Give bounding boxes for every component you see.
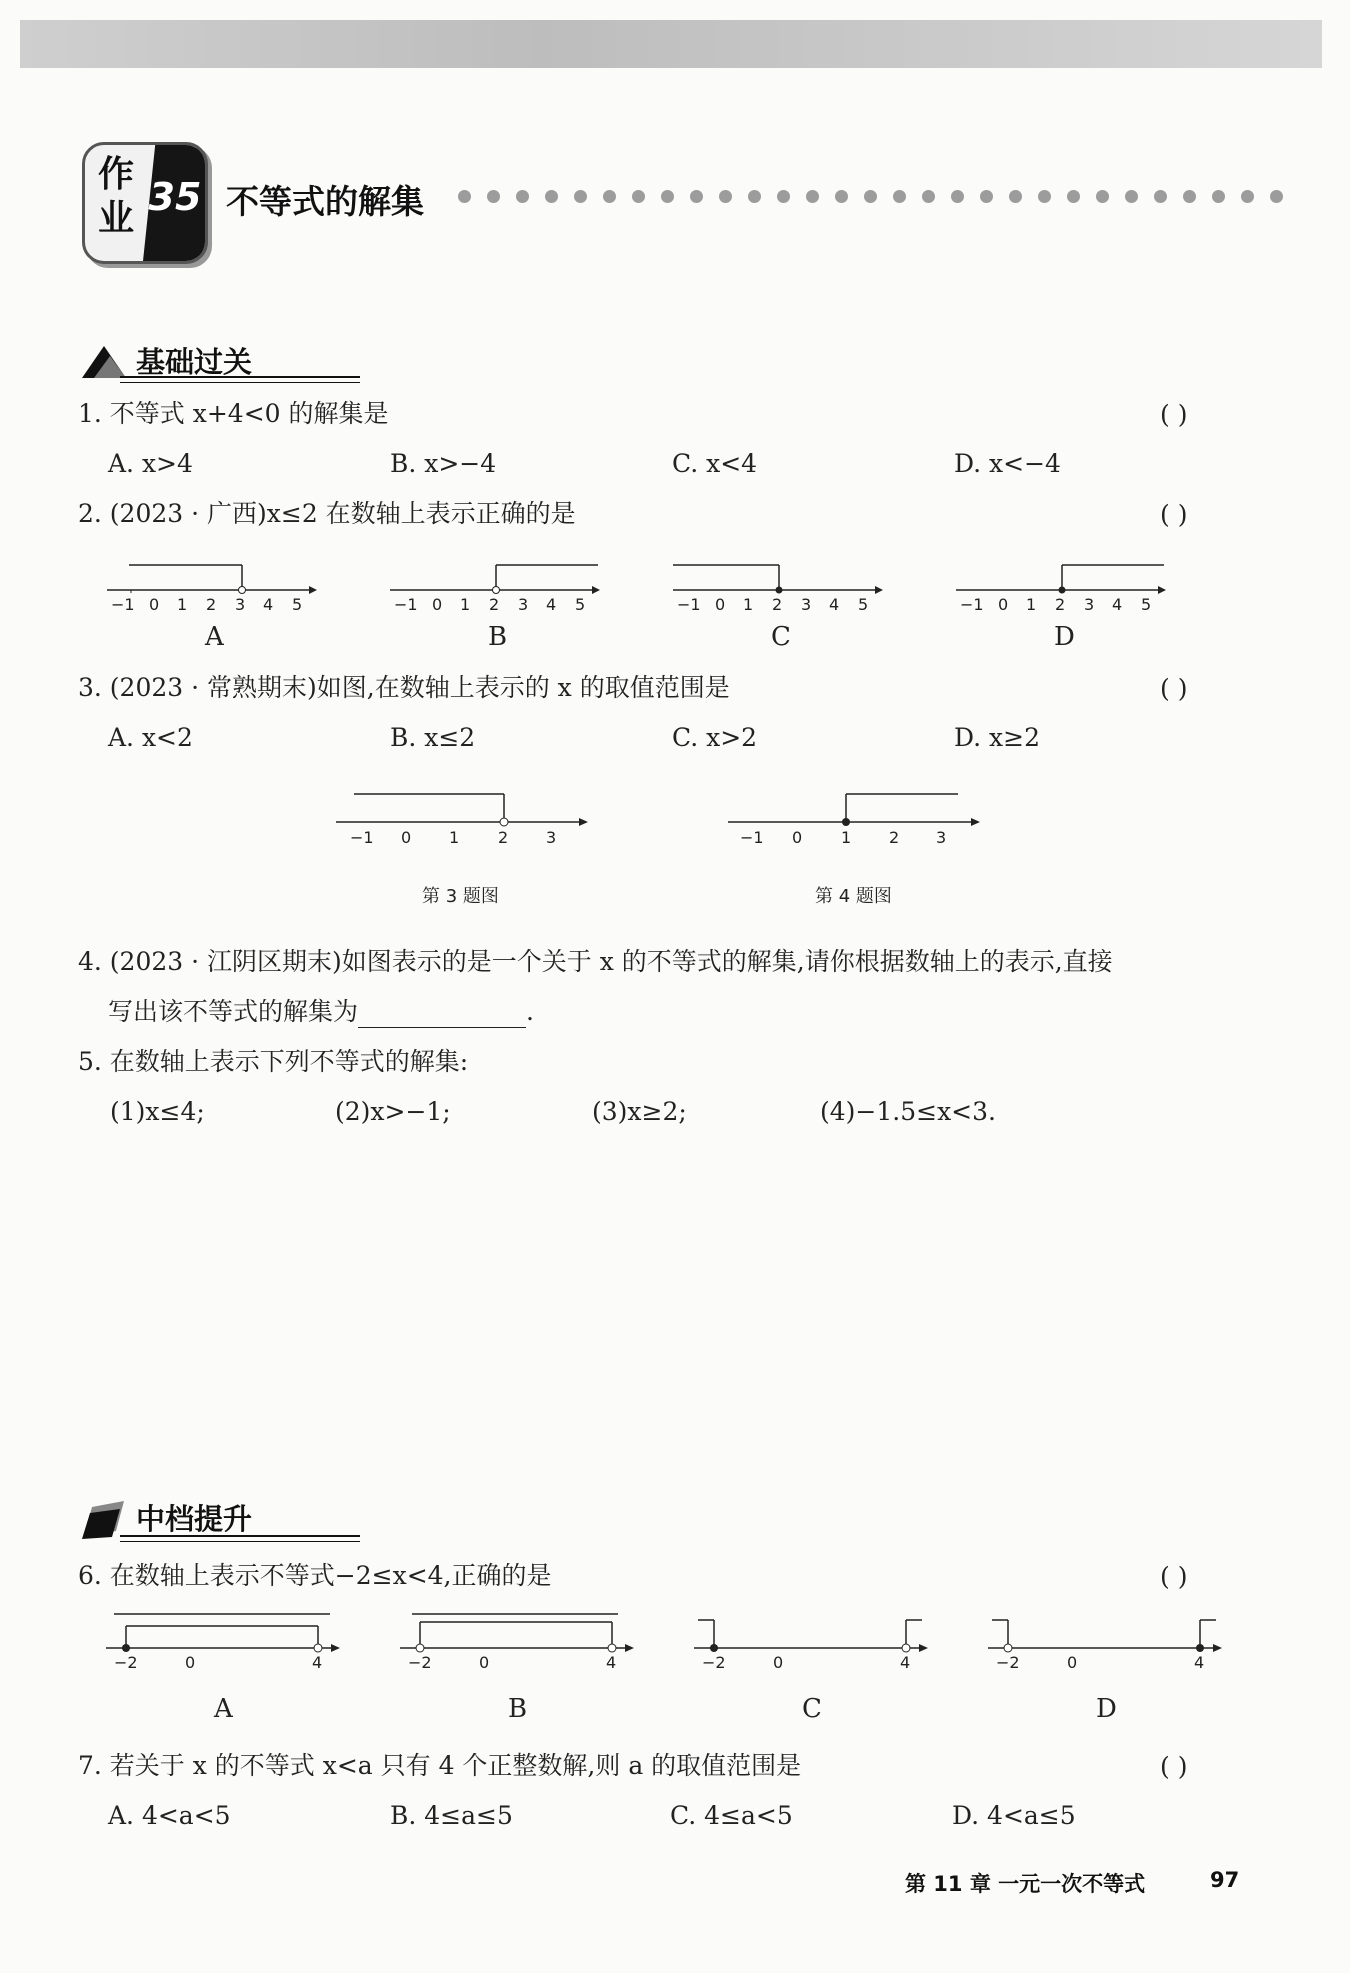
svg-text:2: 2 xyxy=(489,595,500,614)
triangle-icon xyxy=(80,340,130,380)
svg-text:1: 1 xyxy=(743,595,754,614)
q2-label-c: C xyxy=(771,622,791,652)
title-dot xyxy=(1096,190,1109,203)
q6-numberline-d[interactable] xyxy=(986,1608,1226,1670)
svg-text:0: 0 xyxy=(998,595,1009,614)
svg-text:−1: −1 xyxy=(960,595,984,614)
svg-text:−2: −2 xyxy=(702,1653,726,1670)
svg-text:0: 0 xyxy=(773,1653,784,1670)
section-basic: 基础过关 xyxy=(80,340,380,384)
svg-text:−1: −1 xyxy=(740,828,764,846)
q2-numberline-b[interactable] xyxy=(388,555,608,615)
question-4-line2: 写出该不等式的解集为 . xyxy=(108,997,534,1026)
svg-text:0: 0 xyxy=(149,595,160,614)
title-dot xyxy=(1241,190,1254,203)
svg-text:−1: −1 xyxy=(111,595,135,614)
page-number: 97 xyxy=(1210,1868,1240,1892)
title-dot xyxy=(951,190,964,203)
title-dot xyxy=(487,190,500,203)
top-band xyxy=(20,20,1322,68)
svg-text:3: 3 xyxy=(801,595,812,614)
title-dot xyxy=(980,190,993,203)
svg-text:−2: −2 xyxy=(408,1653,432,1670)
footer-chapter: 第 11 章 一元一次不等式 xyxy=(905,1872,1146,1896)
svg-text:−2: −2 xyxy=(114,1653,138,1670)
svg-text:4: 4 xyxy=(1112,595,1123,614)
q5-part-1: (1)x≤4; xyxy=(110,1097,205,1126)
question-7: 7. 若关于 x 的不等式 x<a 只有 4 个正整数解,则 a 的取值范围是 xyxy=(78,1751,802,1780)
title-dot xyxy=(458,190,471,203)
q5-part-2: (2)x>−1; xyxy=(335,1097,451,1126)
svg-text:5: 5 xyxy=(858,595,869,614)
answer-paren-2[interactable]: ( ) xyxy=(1160,500,1188,529)
q2-numberline-c[interactable] xyxy=(671,555,891,615)
title-dot xyxy=(719,190,732,203)
q3-option-b[interactable]: B. x≤2 xyxy=(390,723,476,752)
question-2: 2. (2023 · 广西)x≤2 在数轴上表示正确的是 xyxy=(78,499,576,528)
title-dot xyxy=(893,190,906,203)
svg-text:5: 5 xyxy=(1141,595,1152,614)
svg-text:1: 1 xyxy=(1026,595,1037,614)
page-title: 不等式的解集 xyxy=(226,182,424,221)
svg-text:0: 0 xyxy=(432,595,443,614)
title-dot xyxy=(777,190,790,203)
q7-option-a[interactable]: A. 4<a<5 xyxy=(108,1801,231,1830)
title-dot xyxy=(1067,190,1080,203)
q6-numberline-c[interactable] xyxy=(692,1608,932,1670)
q6-label-a: A xyxy=(214,1694,233,1724)
svg-text:1: 1 xyxy=(449,828,460,846)
question-1: 1. 不等式 x+4<0 的解集是 xyxy=(78,399,389,428)
svg-text:1: 1 xyxy=(177,595,188,614)
svg-text:0: 0 xyxy=(1067,1653,1078,1670)
svg-text:5: 5 xyxy=(292,595,303,614)
svg-text:4: 4 xyxy=(263,595,274,614)
title-dot xyxy=(545,190,558,203)
question-3: 3. (2023 · 常熟期末)如图,在数轴上表示的 x 的取值范围是 xyxy=(78,673,730,702)
figure-4-numberline xyxy=(726,786,986,846)
title-dot xyxy=(922,190,935,203)
q3-option-c[interactable]: C. x>2 xyxy=(672,723,758,752)
title-dot xyxy=(632,190,645,203)
svg-text:2: 2 xyxy=(498,828,509,846)
q4-answer-blank[interactable] xyxy=(358,1001,526,1028)
q6-numberline-a[interactable] xyxy=(104,1608,344,1670)
q2-a-ticks xyxy=(111,595,302,614)
q1-option-a[interactable]: A. x>4 xyxy=(108,449,193,478)
question-4-line1: 4. (2023 · 江阴区期末)如图表示的是一个关于 x 的不等式的解集,请你根据数轴上的表示,直接 xyxy=(78,947,1113,976)
svg-text:4: 4 xyxy=(312,1653,323,1670)
svg-text:0: 0 xyxy=(792,828,803,846)
answer-paren-1[interactable]: ( ) xyxy=(1160,400,1188,429)
title-dot xyxy=(603,190,616,203)
svg-text:2: 2 xyxy=(206,595,217,614)
q1-option-c[interactable]: C. x<4 xyxy=(672,449,758,478)
title-dot xyxy=(661,190,674,203)
answer-paren-7[interactable]: ( ) xyxy=(1160,1752,1188,1781)
svg-text:3: 3 xyxy=(518,595,529,614)
title-dot xyxy=(1212,190,1225,203)
svg-text:4: 4 xyxy=(1194,1653,1205,1670)
q1-option-d[interactable]: D. x<−4 xyxy=(954,449,1061,478)
svg-text:3: 3 xyxy=(936,828,947,846)
q7-option-d[interactable]: D. 4<a≤5 xyxy=(952,1801,1076,1830)
svg-text:0: 0 xyxy=(479,1653,490,1670)
title-dot xyxy=(690,190,703,203)
title-dot xyxy=(748,190,761,203)
homework-badge xyxy=(82,142,208,264)
caption-figure-4: 第 4 题图 xyxy=(815,886,892,907)
title-dot xyxy=(835,190,848,203)
question-5: 5. 在数轴上表示下列不等式的解集: xyxy=(78,1047,469,1076)
svg-text:4: 4 xyxy=(829,595,840,614)
svg-text:1: 1 xyxy=(841,828,852,846)
svg-text:5: 5 xyxy=(575,595,586,614)
q2-numberline-d[interactable] xyxy=(954,555,1174,615)
q6-label-c: C xyxy=(802,1694,822,1724)
q5-part-3: (3)x≥2; xyxy=(592,1097,687,1126)
q1-option-b[interactable]: B. x>−4 xyxy=(390,449,497,478)
title-dot xyxy=(1270,190,1283,203)
q7-option-c[interactable]: C. 4≤a<5 xyxy=(670,1801,793,1830)
svg-text:3: 3 xyxy=(1084,595,1095,614)
svg-text:3: 3 xyxy=(546,828,557,846)
section-intermediate: 中档提升 xyxy=(80,1497,380,1541)
svg-text:0: 0 xyxy=(401,828,412,846)
title-dot xyxy=(1038,190,1051,203)
title-dot xyxy=(1125,190,1138,203)
svg-text:4: 4 xyxy=(606,1653,617,1670)
svg-text:2: 2 xyxy=(772,595,783,614)
q2-label-b: B xyxy=(488,622,508,652)
answer-paren-6[interactable]: ( ) xyxy=(1160,1562,1188,1591)
title-dot xyxy=(1154,190,1167,203)
title-dot xyxy=(516,190,529,203)
q2-label-d: D xyxy=(1054,622,1075,652)
q5-part-4: (4)−1.5≤x<3. xyxy=(820,1097,996,1126)
title-dot xyxy=(1183,190,1196,203)
q6-label-b: B xyxy=(508,1694,528,1724)
svg-text:1: 1 xyxy=(460,595,471,614)
svg-text:3: 3 xyxy=(235,595,246,614)
q3-option-a[interactable]: A. x<2 xyxy=(108,723,193,752)
title-dot xyxy=(806,190,819,203)
q3-option-d[interactable]: D. x≥2 xyxy=(954,723,1040,752)
svg-text:−1: −1 xyxy=(677,595,701,614)
title-dot xyxy=(1009,190,1022,203)
q2-label-a: A xyxy=(205,622,224,652)
svg-text:−1: −1 xyxy=(350,828,374,846)
title-dot xyxy=(574,190,587,203)
svg-text:4: 4 xyxy=(900,1653,911,1670)
svg-text:0: 0 xyxy=(715,595,726,614)
q7-option-b[interactable]: B. 4≤a≤5 xyxy=(390,1801,513,1830)
svg-text:−2: −2 xyxy=(996,1653,1020,1670)
book-icon xyxy=(80,1497,130,1539)
question-6: 6. 在数轴上表示不等式−2≤x<4,正确的是 xyxy=(78,1561,552,1590)
badge-number: 35 xyxy=(148,175,202,219)
q2-numberline-a[interactable] xyxy=(105,555,325,615)
caption-figure-3: 第 3 题图 xyxy=(422,886,499,907)
q6-numberline-b[interactable] xyxy=(398,1608,638,1670)
answer-paren-3[interactable]: ( ) xyxy=(1160,674,1188,703)
svg-text:−1: −1 xyxy=(394,595,418,614)
figure-3-numberline xyxy=(334,786,594,846)
svg-text:4: 4 xyxy=(546,595,557,614)
q5-answer-area[interactable] xyxy=(100,1140,1250,1470)
svg-text:2: 2 xyxy=(889,828,900,846)
badge-text: 作 业 xyxy=(97,154,134,239)
svg-text:2: 2 xyxy=(1055,595,1066,614)
title-dot xyxy=(864,190,877,203)
svg-text:0: 0 xyxy=(185,1653,196,1670)
q6-label-d: D xyxy=(1096,1694,1117,1724)
